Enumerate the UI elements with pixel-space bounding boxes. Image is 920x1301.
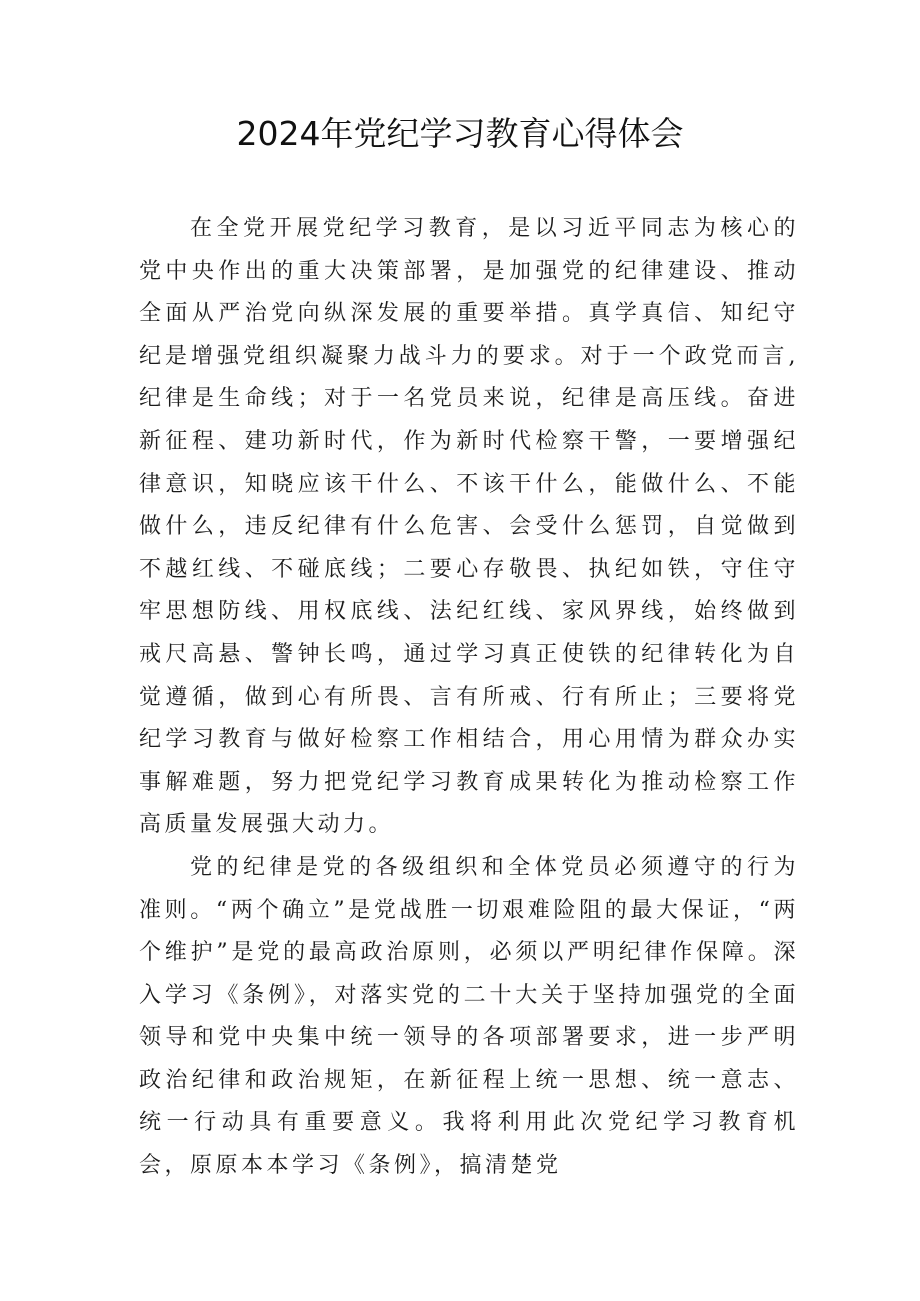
paragraph-2: 党的纪律是党的各级组织和全体党员必须遵守的行为准则。“两个确立”是党战胜一切艰难险阻的最大保证，“两个维护”是党的最高政治原则，必须以严明纪律作保障。深入学习《条例》，对落实党的二十大关于坚持加强党的全面领导和党中央集中统一领导的各项部署要求，进一步严明政治纪律和政治规矩，在新征程上统一思想、统一意志、统一行动具有重要意义。我将利用此次党纪学习教育机会，原原本本学习《条例》，搞清楚党 bbox=[139, 854, 799, 1179]
document-title: 2024年党纪学习教育心得体会 bbox=[236, 114, 684, 153]
paragraph-1: 在全党开展党纪学习教育，是以习近平同志为核心的党中央作出的重大决策部署，是加强党的纪律建设、推动全面从严治党向纵深发展的重要举措。真学真信、知纪守纪是增强党组织凝聚力战斗力的要求。对于一个政党而言,纪律是生命线；对于一名党员来说，纪律是高压线。奋进新征程、建功新时代，作为新时代检察干警，一要增强纪律意识，知晓应该干什么、不该干什么，能做什么、不能做什么，违反纪律有什么危害、会受什么惩罚，自觉做到不越红线、不碰底线；二要心存敬畏、执纪如铁，守住守牢思想防线、用权底线、法纪红线、家风界线，始终做到戒尺高悬、警钟长鸣，通过学习真正使铁的纪律转化为自觉遵循，做到心有所畏、言有所戒、行有所止；三要将党纪学习教育与做好检察工作相结合，用心用情为群众办实事解难题，努力把党纪学习教育成果转化为推动检察工作高质量发展强大动力。 bbox=[139, 216, 799, 838]
document-body bbox=[139, 208, 799, 1188]
